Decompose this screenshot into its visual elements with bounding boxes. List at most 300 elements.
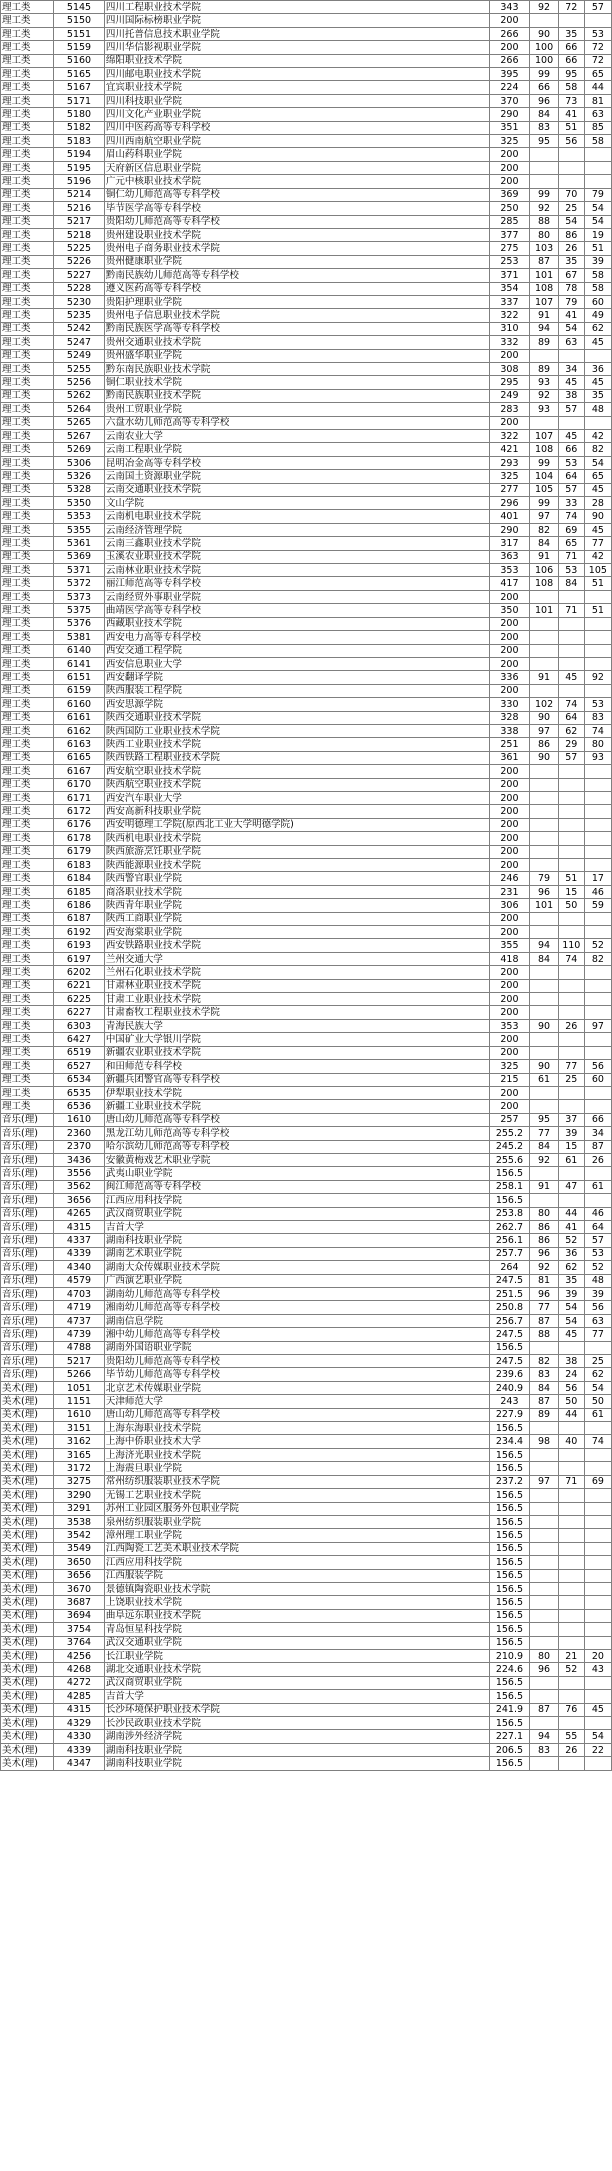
school-name-cell: 吉首大学 <box>104 1220 489 1233</box>
school-name-cell: 武汉商贸职业学院 <box>104 1676 489 1689</box>
school-name-cell: 商洛职业技术学院 <box>104 885 489 898</box>
table-row <box>1 684 612 697</box>
school-name-cell: 四川西南航空职业学院 <box>104 135 489 148</box>
school-name-cell: 陕西交通职业技术学院 <box>104 711 489 724</box>
score-col-2-cell <box>558 765 584 778</box>
table-row <box>1 711 612 724</box>
total-score-cell: 350 <box>489 604 530 617</box>
table-row <box>1 993 612 1006</box>
score-col-1-cell <box>530 1596 558 1609</box>
category-cell: 理工类 <box>1 1060 54 1073</box>
table-row <box>1 1703 612 1716</box>
code-cell: 6167 <box>54 765 105 778</box>
score-col-1-cell: 108 <box>530 282 558 295</box>
category-cell: 理工类 <box>1 1019 54 1032</box>
total-score-cell: 200 <box>489 148 530 161</box>
school-name-cell: 贵州盛华职业学院 <box>104 349 489 362</box>
school-name-cell: 武汉交通职业学院 <box>104 1636 489 1649</box>
code-cell: 5217 <box>54 1355 105 1368</box>
school-name-cell: 绵阳职业技术学院 <box>104 54 489 67</box>
code-cell: 3562 <box>54 1180 105 1193</box>
score-col-1-cell: 96 <box>530 1247 558 1260</box>
score-col-1-cell: 82 <box>530 1355 558 1368</box>
code-cell: 5228 <box>54 282 105 295</box>
table-row <box>1 952 612 965</box>
category-cell: 理工类 <box>1 322 54 335</box>
code-cell: 3291 <box>54 1502 105 1515</box>
total-score-cell: 156.5 <box>489 1502 530 1515</box>
score-col-3-cell: 72 <box>584 41 611 54</box>
score-col-3-cell <box>584 1448 611 1461</box>
score-col-3-cell <box>584 1556 611 1569</box>
total-score-cell: 200 <box>489 805 530 818</box>
score-col-1-cell: 93 <box>530 403 558 416</box>
table-row <box>1 550 612 563</box>
score-col-2-cell: 26 <box>558 1743 584 1756</box>
code-cell: 5151 <box>54 27 105 40</box>
school-name-cell: 贵州健康职业学院 <box>104 255 489 268</box>
score-col-3-cell: 64 <box>584 1220 611 1233</box>
score-col-1-cell: 108 <box>530 443 558 456</box>
category-cell: 理工类 <box>1 684 54 697</box>
school-name-cell: 贵阳护理职业学院 <box>104 295 489 308</box>
score-col-2-cell: 65 <box>558 537 584 550</box>
table-row <box>1 148 612 161</box>
score-col-3-cell <box>584 778 611 791</box>
category-cell: 理工类 <box>1 738 54 751</box>
table-row <box>1 1649 612 1662</box>
score-col-3-cell <box>584 1006 611 1019</box>
category-cell: 理工类 <box>1 121 54 134</box>
code-cell: 6221 <box>54 979 105 992</box>
score-col-2-cell: 84 <box>558 577 584 590</box>
school-name-cell: 湘中幼儿师范高等专科学校 <box>104 1328 489 1341</box>
score-col-2-cell: 72 <box>558 1 584 14</box>
score-col-2-cell: 79 <box>558 295 584 308</box>
score-col-2-cell <box>558 1006 584 1019</box>
score-col-1-cell: 81 <box>530 1274 558 1287</box>
code-cell: 6427 <box>54 1033 105 1046</box>
school-name-cell: 云南农业大学 <box>104 430 489 443</box>
school-name-cell: 江西应用科技学院 <box>104 1556 489 1569</box>
code-cell: 5306 <box>54 456 105 469</box>
score-col-3-cell: 26 <box>584 1153 611 1166</box>
category-cell: 美术(理) <box>1 1596 54 1609</box>
score-col-1-cell: 90 <box>530 711 558 724</box>
school-name-cell: 无锡工艺职业技术学院 <box>104 1489 489 1502</box>
category-cell: 理工类 <box>1 617 54 630</box>
school-name-cell: 云南交通职业技术学院 <box>104 483 489 496</box>
score-col-2-cell <box>558 684 584 697</box>
code-cell: 4272 <box>54 1676 105 1689</box>
score-col-3-cell: 65 <box>584 68 611 81</box>
score-col-3-cell: 82 <box>584 443 611 456</box>
code-cell: 6183 <box>54 859 105 872</box>
score-col-1-cell <box>530 818 558 831</box>
score-col-3-cell: 52 <box>584 939 611 952</box>
table-row <box>1 135 612 148</box>
school-name-cell: 四川文化产业职业学院 <box>104 108 489 121</box>
score-col-2-cell <box>558 1569 584 1582</box>
score-col-3-cell <box>584 1596 611 1609</box>
score-col-2-cell <box>558 416 584 429</box>
score-col-1-cell: 95 <box>530 135 558 148</box>
score-col-3-cell <box>584 161 611 174</box>
school-name-cell: 云南三鑫职业技术学院 <box>104 537 489 550</box>
school-name-cell: 江西陶瓷工艺美术职业技术学院 <box>104 1542 489 1555</box>
category-cell: 美术(理) <box>1 1690 54 1703</box>
score-col-1-cell: 92 <box>530 389 558 402</box>
total-score-cell: 290 <box>489 108 530 121</box>
score-col-2-cell: 21 <box>558 1649 584 1662</box>
code-cell: 5267 <box>54 430 105 443</box>
school-name-cell: 甘肃林业职业技术学院 <box>104 979 489 992</box>
category-cell: 美术(理) <box>1 1609 54 1622</box>
score-col-1-cell: 107 <box>530 430 558 443</box>
category-cell: 音乐(理) <box>1 1368 54 1381</box>
table-row <box>1 818 612 831</box>
score-col-2-cell <box>558 1556 584 1569</box>
score-col-3-cell: 39 <box>584 1288 611 1301</box>
table-row <box>1 121 612 134</box>
total-score-cell: 156.5 <box>489 1542 530 1555</box>
score-col-1-cell: 90 <box>530 1060 558 1073</box>
score-col-1-cell: 97 <box>530 510 558 523</box>
table-row <box>1 1730 612 1743</box>
total-score-cell: 295 <box>489 376 530 389</box>
table-row <box>1 523 612 536</box>
code-cell: 6536 <box>54 1100 105 1113</box>
code-cell: 3162 <box>54 1435 105 1448</box>
score-col-2-cell: 54 <box>558 1301 584 1314</box>
score-col-3-cell: 61 <box>584 1180 611 1193</box>
category-cell: 理工类 <box>1 1073 54 1086</box>
score-col-1-cell: 107 <box>530 295 558 308</box>
score-col-1-cell: 99 <box>530 188 558 201</box>
score-col-2-cell: 74 <box>558 698 584 711</box>
total-score-cell: 156.5 <box>489 1556 530 1569</box>
category-cell: 理工类 <box>1 577 54 590</box>
category-cell: 理工类 <box>1 376 54 389</box>
code-cell: 1610 <box>54 1113 105 1126</box>
score-col-2-cell <box>558 1422 584 1435</box>
table-row <box>1 1582 612 1595</box>
code-cell: 4315 <box>54 1703 105 1716</box>
code-cell: 1151 <box>54 1395 105 1408</box>
score-col-3-cell: 39 <box>584 255 611 268</box>
category-cell: 美术(理) <box>1 1663 54 1676</box>
total-score-cell: 361 <box>489 751 530 764</box>
code-cell: 5150 <box>54 14 105 27</box>
category-cell: 理工类 <box>1 979 54 992</box>
school-name-cell: 贵州工贸职业学院 <box>104 403 489 416</box>
score-col-3-cell: 43 <box>584 1663 611 1676</box>
score-col-3-cell <box>584 1623 611 1636</box>
school-name-cell: 铜仁幼儿师范高等专科学校 <box>104 188 489 201</box>
category-cell: 理工类 <box>1 108 54 121</box>
school-name-cell: 六盘水幼儿师范高等专科学校 <box>104 416 489 429</box>
code-cell: 5371 <box>54 564 105 577</box>
score-col-3-cell <box>584 1569 611 1582</box>
category-cell: 音乐(理) <box>1 1140 54 1153</box>
score-col-2-cell: 41 <box>558 108 584 121</box>
category-cell: 理工类 <box>1 389 54 402</box>
total-score-cell: 200 <box>489 1033 530 1046</box>
table-row <box>1 1395 612 1408</box>
score-col-3-cell: 61 <box>584 1408 611 1421</box>
score-col-2-cell: 71 <box>558 604 584 617</box>
total-score-cell: 257 <box>489 1113 530 1126</box>
score-col-2-cell: 25 <box>558 202 584 215</box>
table-row <box>1 1368 612 1381</box>
table-row <box>1 1569 612 1582</box>
total-score-cell: 277 <box>489 483 530 496</box>
category-cell: 理工类 <box>1 175 54 188</box>
score-col-2-cell: 50 <box>558 899 584 912</box>
code-cell: 6141 <box>54 657 105 670</box>
total-score-cell: 418 <box>489 952 530 965</box>
code-cell: 3656 <box>54 1569 105 1582</box>
score-col-1-cell: 99 <box>530 68 558 81</box>
category-cell: 音乐(理) <box>1 1314 54 1327</box>
score-col-2-cell <box>558 148 584 161</box>
total-score-cell: 240.9 <box>489 1381 530 1394</box>
score-col-3-cell <box>584 1462 611 1475</box>
score-col-2-cell <box>558 832 584 845</box>
score-col-2-cell <box>558 1542 584 1555</box>
category-cell: 理工类 <box>1 885 54 898</box>
table-row <box>1 1355 612 1368</box>
code-cell: 3694 <box>54 1609 105 1622</box>
category-cell: 理工类 <box>1 295 54 308</box>
score-col-3-cell: 77 <box>584 537 611 550</box>
school-name-cell: 西安海棠职业学院 <box>104 926 489 939</box>
table-row <box>1 1086 612 1099</box>
score-col-2-cell <box>558 161 584 174</box>
score-col-1-cell: 102 <box>530 698 558 711</box>
total-score-cell: 266 <box>489 54 530 67</box>
category-cell: 理工类 <box>1 523 54 536</box>
table-row <box>1 1180 612 1193</box>
score-col-1-cell: 80 <box>530 1207 558 1220</box>
total-score-cell: 200 <box>489 416 530 429</box>
score-col-1-cell: 83 <box>530 121 558 134</box>
score-col-1-cell <box>530 778 558 791</box>
school-name-cell: 苏州工业园区服务外包职业学院 <box>104 1502 489 1515</box>
score-col-1-cell: 88 <box>530 215 558 228</box>
total-score-cell: 353 <box>489 564 530 577</box>
score-col-2-cell: 34 <box>558 362 584 375</box>
table-row <box>1 966 612 979</box>
code-cell: 6179 <box>54 845 105 858</box>
category-cell: 理工类 <box>1 1006 54 1019</box>
category-cell: 理工类 <box>1 993 54 1006</box>
school-name-cell: 长沙环境保护职业技术学院 <box>104 1703 489 1716</box>
score-col-1-cell: 108 <box>530 577 558 590</box>
school-name-cell: 西安铁路职业技术学院 <box>104 939 489 952</box>
score-col-1-cell: 101 <box>530 899 558 912</box>
code-cell: 5369 <box>54 550 105 563</box>
code-cell: 6163 <box>54 738 105 751</box>
category-cell: 理工类 <box>1 483 54 496</box>
code-cell: 5265 <box>54 416 105 429</box>
score-col-3-cell <box>584 1341 611 1354</box>
score-col-3-cell <box>584 349 611 362</box>
score-col-3-cell: 54 <box>584 1381 611 1394</box>
score-col-2-cell <box>558 1167 584 1180</box>
category-cell: 音乐(理) <box>1 1234 54 1247</box>
score-col-1-cell: 77 <box>530 1127 558 1140</box>
table-row <box>1 255 612 268</box>
total-score-cell: 200 <box>489 778 530 791</box>
table-row <box>1 738 612 751</box>
code-cell: 6176 <box>54 818 105 831</box>
score-col-3-cell: 66 <box>584 1113 611 1126</box>
table-row <box>1 537 612 550</box>
score-col-1-cell: 91 <box>530 550 558 563</box>
score-col-2-cell: 95 <box>558 68 584 81</box>
score-col-1-cell: 80 <box>530 228 558 241</box>
school-name-cell: 玉溪农业职业技术学院 <box>104 550 489 563</box>
school-name-cell: 毕节幼儿师范高等专科学校 <box>104 1368 489 1381</box>
total-score-cell: 156.5 <box>489 1489 530 1502</box>
score-col-2-cell: 57 <box>558 483 584 496</box>
school-name-cell: 陕西青年职业学院 <box>104 899 489 912</box>
table-row <box>1 1207 612 1220</box>
category-cell: 理工类 <box>1 845 54 858</box>
score-col-2-cell: 15 <box>558 1140 584 1153</box>
score-col-2-cell: 57 <box>558 751 584 764</box>
code-cell: 6225 <box>54 993 105 1006</box>
score-col-2-cell: 62 <box>558 724 584 737</box>
table-row <box>1 832 612 845</box>
school-name-cell: 陕西能源职业技术学院 <box>104 859 489 872</box>
code-cell: 5171 <box>54 94 105 107</box>
score-col-3-cell: 51 <box>584 577 611 590</box>
school-name-cell: 黔南民族职业技术学院 <box>104 389 489 402</box>
total-score-cell: 325 <box>489 135 530 148</box>
score-col-1-cell: 84 <box>530 1140 558 1153</box>
category-cell: 美术(理) <box>1 1381 54 1394</box>
school-name-cell: 兰州石化职业技术学院 <box>104 966 489 979</box>
score-col-3-cell: 35 <box>584 389 611 402</box>
score-col-3-cell <box>584 791 611 804</box>
score-col-2-cell: 47 <box>558 1180 584 1193</box>
school-name-cell: 陕西国防工业职业技术学院 <box>104 724 489 737</box>
total-score-cell: 370 <box>489 94 530 107</box>
total-score-cell: 325 <box>489 1060 530 1073</box>
code-cell: 5375 <box>54 604 105 617</box>
score-col-3-cell: 53 <box>584 1247 611 1260</box>
school-name-cell: 中国矿业大学银川学院 <box>104 1033 489 1046</box>
category-cell: 理工类 <box>1 1046 54 1059</box>
code-cell: 3151 <box>54 1422 105 1435</box>
score-col-1-cell: 80 <box>530 1649 558 1662</box>
total-score-cell: 224 <box>489 81 530 94</box>
school-name-cell: 西安航空职业技术学院 <box>104 765 489 778</box>
code-cell: 4703 <box>54 1288 105 1301</box>
table-row <box>1 939 612 952</box>
total-score-cell: 156.5 <box>489 1690 530 1703</box>
table-row <box>1 1274 612 1287</box>
code-cell: 5269 <box>54 443 105 456</box>
total-score-cell: 156.5 <box>489 1448 530 1461</box>
table-row <box>1 215 612 228</box>
score-col-3-cell: 45 <box>584 1703 611 1716</box>
table-row <box>1 14 612 27</box>
school-name-cell: 唐山幼儿师范高等专科学校 <box>104 1408 489 1421</box>
code-cell: 6140 <box>54 644 105 657</box>
score-col-2-cell <box>558 1636 584 1649</box>
score-col-1-cell: 101 <box>530 604 558 617</box>
school-name-cell: 黑龙江幼儿师范高等专科学校 <box>104 1127 489 1140</box>
score-col-3-cell: 51 <box>584 604 611 617</box>
score-col-2-cell: 64 <box>558 470 584 483</box>
score-col-3-cell <box>584 14 611 27</box>
score-col-1-cell <box>530 765 558 778</box>
table-row <box>1 1167 612 1180</box>
code-cell: 3650 <box>54 1556 105 1569</box>
table-row <box>1 590 612 603</box>
score-col-1-cell: 106 <box>530 564 558 577</box>
table-row <box>1 872 612 885</box>
code-cell: 5256 <box>54 376 105 389</box>
table-row <box>1 1676 612 1689</box>
table-row <box>1 1073 612 1086</box>
score-col-3-cell <box>584 1690 611 1703</box>
code-cell: 3436 <box>54 1153 105 1166</box>
category-cell: 理工类 <box>1 456 54 469</box>
score-col-1-cell: 96 <box>530 94 558 107</box>
total-score-cell: 156.5 <box>489 1515 530 1528</box>
score-col-2-cell: 61 <box>558 1153 584 1166</box>
total-score-cell: 336 <box>489 671 530 684</box>
category-cell: 美术(理) <box>1 1676 54 1689</box>
table-row <box>1 1743 612 1756</box>
table-row <box>1 1234 612 1247</box>
total-score-cell: 250.8 <box>489 1301 530 1314</box>
code-cell: 5353 <box>54 510 105 523</box>
score-col-1-cell: 77 <box>530 1301 558 1314</box>
school-name-cell: 西安明德理工学院(原西北工业大学明德学院) <box>104 818 489 831</box>
table-row <box>1 282 612 295</box>
category-cell: 音乐(理) <box>1 1153 54 1166</box>
table-row <box>1 1663 612 1676</box>
score-col-1-cell <box>530 1609 558 1622</box>
code-cell: 3670 <box>54 1582 105 1595</box>
score-col-3-cell <box>584 590 611 603</box>
score-col-2-cell <box>558 1448 584 1461</box>
score-col-1-cell: 92 <box>530 202 558 215</box>
total-score-cell: 231 <box>489 885 530 898</box>
code-cell: 5214 <box>54 188 105 201</box>
total-score-cell: 310 <box>489 322 530 335</box>
school-name-cell: 四川邮电职业技术学院 <box>104 68 489 81</box>
school-name-cell: 陕西工商职业学院 <box>104 912 489 925</box>
score-col-2-cell <box>558 1529 584 1542</box>
school-name-cell: 景德镇陶瓷职业技术学院 <box>104 1582 489 1595</box>
score-col-1-cell: 100 <box>530 54 558 67</box>
score-col-3-cell <box>584 657 611 670</box>
score-col-2-cell: 70 <box>558 188 584 201</box>
school-name-cell: 眉山药科职业学院 <box>104 148 489 161</box>
code-cell: 3275 <box>54 1475 105 1488</box>
score-col-1-cell <box>530 1462 558 1475</box>
score-col-2-cell: 45 <box>558 671 584 684</box>
category-cell: 美术(理) <box>1 1529 54 1542</box>
category-cell: 理工类 <box>1 443 54 456</box>
score-col-3-cell: 34 <box>584 1127 611 1140</box>
